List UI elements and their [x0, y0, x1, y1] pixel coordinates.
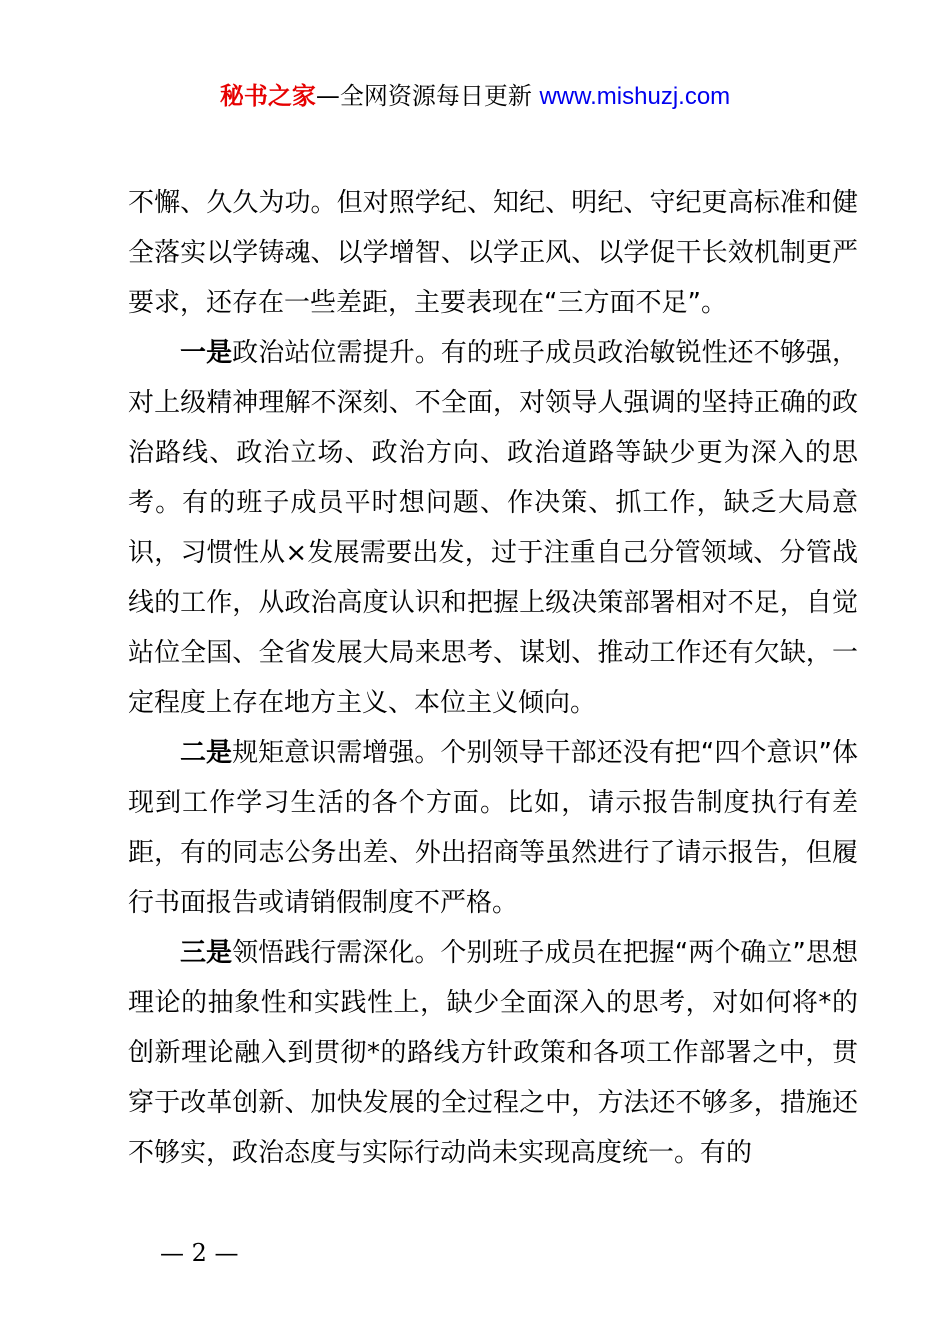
paragraph-point-two	[128, 728, 858, 928]
site-url-link[interactable]: www.mishuzj.com	[539, 83, 731, 110]
document-body	[128, 178, 858, 1178]
paragraph-point-one	[128, 328, 858, 728]
site-brand: 秘书之家	[219, 82, 316, 110]
paragraph-point-three	[128, 928, 858, 1178]
paragraph-continuation	[128, 178, 858, 328]
site-tagline: —全网资源每日更新	[315, 82, 540, 110]
paragraph-text: 不懈、久久为功。但对照学纪、知纪、明纪、守纪更高标准和健全落实以学铸魂、以学增智、以学正风、以学促干长效机制更严要求，还存在一些差距，主要表现在“三方面不足”。	[128, 188, 858, 318]
page-number: — 2 —	[160, 1239, 239, 1267]
paragraph-text: 领悟践行需深化。个别班子成员在把握“两个确立”思想理论的抽象性和实践性上，缺少全面深入的思考，对如何将*的创新理论融入到贯彻*的路线方针政策和各项工作部署之中，贯穿于改革创新、加快发展的全过程之中，方法还不够多，措施还不够实，政治态度与实际行动尚未实现高度统一。有的	[128, 938, 858, 1168]
paragraph-lead: 一是	[180, 338, 233, 368]
page-header	[0, 78, 950, 115]
paragraph-text: 规矩意识需增强。个别领导干部还没有把“四个意识”体现到工作学习生活的各个方面。比如，请示报告制度执行有差距，有的同志公务出差、外出招商等虽然进行了请示报告，但履行书面报告或请销假制度不严格。	[128, 738, 858, 918]
paragraph-lead: 三是	[180, 938, 233, 968]
paragraph-lead: 二是	[180, 738, 233, 768]
paragraph-text: 政治站位需提升。有的班子成员政治敏锐性还不够强，对上级精神理解不深刻、不全面，对领导人强调的坚持正确的政治路线、政治立场、政治方向、政治道路等缺少更为深入的思考。有的班子成员平时想问题、作决策、抓工作，缺乏大局意识，习惯性从×发展需要出发，过于注重自己分管领域、分管战线的工作，从政治高度认识和把握上级决策部署相对不足，自觉站位全国、全省发展大局来思考、谋划、推动工作还有欠缺，一定程度上存在地方主义、本位主义倾向。	[128, 338, 858, 718]
